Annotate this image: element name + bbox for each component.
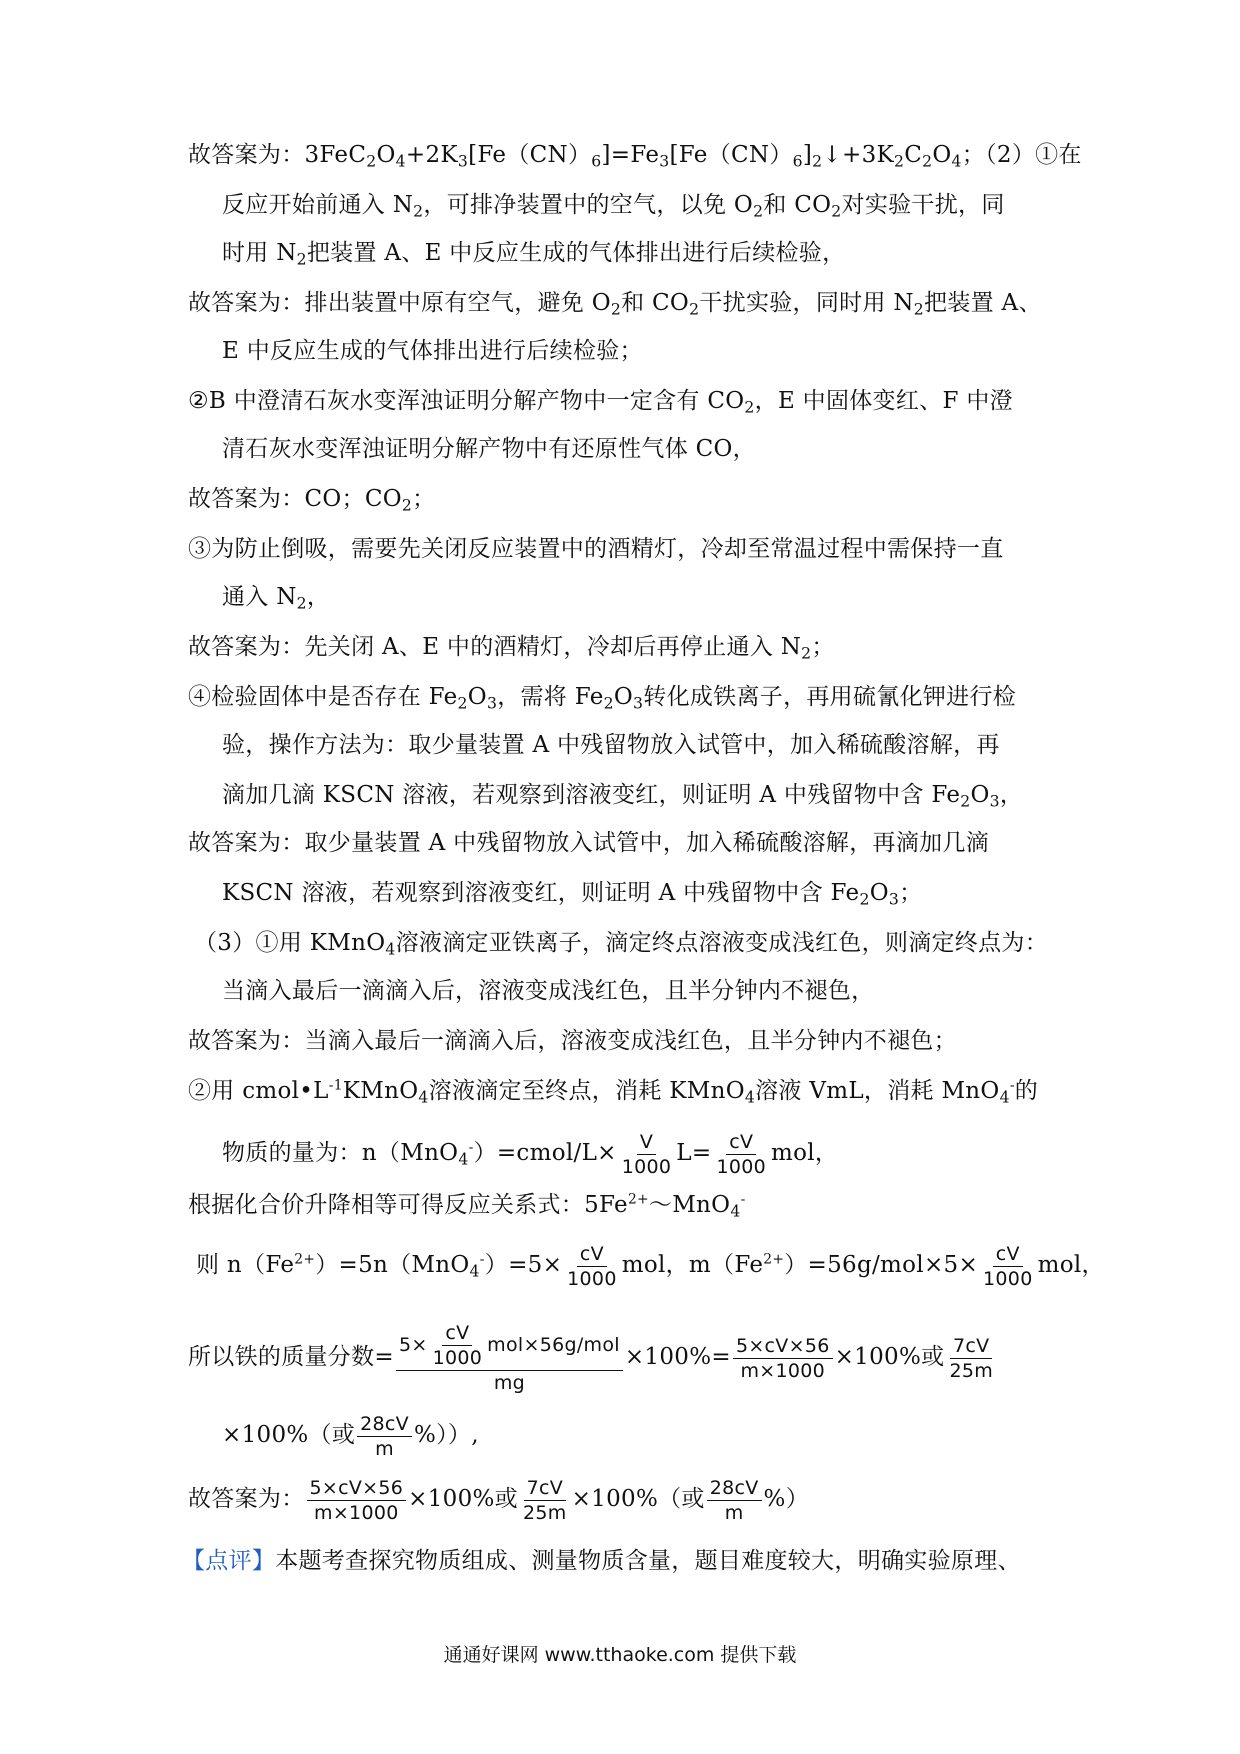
text-line-16: KSCN 溶液，若观察到溶液变红，则证明 A 中残留物中含 $Fe_2O_3$； [222, 880, 923, 909]
fraction-28cv-over-m: $\frac{28cV}{m}$ [357, 1412, 412, 1461]
text-line-21: 物质的量为：n（MnO$_4$-）=cmol/L× $\frac{V}{1000}$ L= $\frac{cV}{1000}$ mol， [222, 1130, 839, 1178]
fraction-28cv-over-m: $\frac{28cV}{m}$ [707, 1476, 762, 1525]
text-line-13: 验，操作方法为：取少量装置 A 中残留物放入试管中，加入稀硫酸溶解，再 [222, 732, 1000, 758]
text-line-7: 清石灰水变浑浊证明分解产物中有还原性气体 CO， [222, 436, 756, 462]
text-line-3: 时用 $N_2$把装置 A、E 中反应生成的气体排出进行后续检验， [222, 240, 846, 269]
text-line-10: 通入 $N_2$， [222, 584, 331, 613]
answer-line-26: 故答案为： $\frac{5\times cV\times 56}{m\times 1000}$ ×100%或 $\frac{7cV}{25m}$ ×100%（或 $\frac{28cV}{m}$ %） [188, 1476, 810, 1524]
answer-line-8: 故答案为：CO；$CO_2$； [188, 486, 436, 515]
fraction-cv-over-1000: $\frac{cV}{1000}$ [432, 1322, 483, 1369]
fraction-mass-formula: 5× $\frac{cV}{1000}$ mol×56g/mol mg [396, 1321, 623, 1395]
text-line-12: ④检验固体中是否存在 $Fe_2O_3$，需将 $Fe_2O_3$转化成铁离子，再用硫氰化钾进行检 [188, 684, 1017, 713]
text-line-20: ②用 $cmol•L^{-1}KMnO_4$溶液滴定至终点，消耗 KMnO$_4$溶液 VmL，消耗 MnO$_4$-的 [188, 1077, 1039, 1107]
text-line-23: 则 $n(Fe^{2+})=5n(MnO_4^-)=5\times$ $\frac{cV}{1000}$ mol，$m(Fe^{2+})=56g/mol\times 5\times$ $\frac{cV}{1000}$ mol， [196, 1242, 1105, 1290]
text-line-6: ②B 中澄清石灰水变浑浊证明分解产物中一定含有 $CO_2$，E 中固体变红、F 中澄 [188, 388, 1013, 417]
text-line-25: ×100%（或 $\frac{28cV}{m}$ %））, [222, 1412, 479, 1460]
fraction-cv-over-1000: $\frac{cV}{1000}$ [567, 1242, 617, 1290]
text-line-18: 当滴入最后一滴滴入后，溶液变成浅红色，且半分钟内不褪色， [222, 978, 875, 1004]
fraction-cv-over-1000: $\frac{cV}{1000}$ [983, 1242, 1033, 1290]
fraction-5cv56-over-m1000: $\frac{5\times cV\times 56}{m\times 1000}$ [307, 1476, 407, 1525]
answer-line-11: 故答案为：先关闭 A、E 中的酒精灯，冷却后再停止通入 $N_2$； [188, 634, 835, 663]
text-line-14: 滴加几滴 KSCN 溶液，若观察到溶液变红，则证明 A 中残留物中含 $Fe_2O_3$， [222, 782, 1024, 811]
text-line-9: ③为防止倒吸，需要先关闭反应装置中的酒精灯，冷却至常温过程中需保持一直 [188, 536, 1004, 562]
comment-tag: 【点评】 [182, 1548, 276, 1574]
fraction-5cv56-over-m1000: $\frac{5\times cV\times 56}{m\times 1000}$ [733, 1334, 833, 1383]
comment-line: 【点评】本题考查探究物质组成、测量物质含量，题目难度较大，明确实验原理、 [182, 1548, 1021, 1574]
fraction-v-over-1000: $\frac{V}{1000}$ [621, 1130, 672, 1178]
text-line-24: 所以铁的质量分数= 5× $\frac{cV}{1000}$ mol×56g/mol mg ×100%= $\frac{5\times cV\times 56}{m\times 1000}$ ×100%或 $\frac{7cV}{25m}$ [188, 1312, 1058, 1402]
text-line-17: （3）①用 KMnO$_4$溶液滴定亚铁离子，滴定终点溶液变成浅红色，则滴定终点为： [194, 930, 1049, 959]
text-line-22: 根据化合价升降相等可得反应关系式：$5Fe^{2+}\sim MnO_4^-$ [188, 1191, 746, 1221]
answer-line-19: 故答案为：当滴入最后一滴滴入后，溶液变成浅红色，且半分钟内不褪色； [188, 1028, 957, 1054]
answer-line-1: 故答案为：$3FeC_2O_4+2K_3[Fe(CN)_6]=Fe_3[Fe(CN)_6]_2↓+3K_2C_2O_4$；（2）①在 [188, 142, 1082, 171]
answer-line-4: 故答案为：排出装置中原有空气，避免 $O_2$和 $CO_2$干扰实验，同时用 $N_2$把装置 A、 [188, 290, 1042, 319]
fraction-7cv-over-25m: $\frac{7cV}{25m}$ [522, 1476, 567, 1524]
answer-line-15: 故答案为：取少量装置 A 中残留物放入试管中，加入稀硫酸溶解，再滴加几滴 [188, 830, 990, 856]
page-footer: 通通好课网 www.tthaoke.com 提供下载 [443, 1644, 797, 1666]
text-line-5: E 中反应生成的气体排出进行后续检验； [222, 338, 643, 364]
fraction-cv-over-1000: $\frac{cV}{1000}$ [716, 1130, 767, 1178]
fraction-7cv-over-25m: $\frac{7cV}{25m}$ [949, 1334, 994, 1382]
text-line-2: 反应开始前通入 $N_2$，可排净装置中的空气，以免 $O_2$和 $CO_2$对实验干扰，同 [222, 192, 1005, 221]
